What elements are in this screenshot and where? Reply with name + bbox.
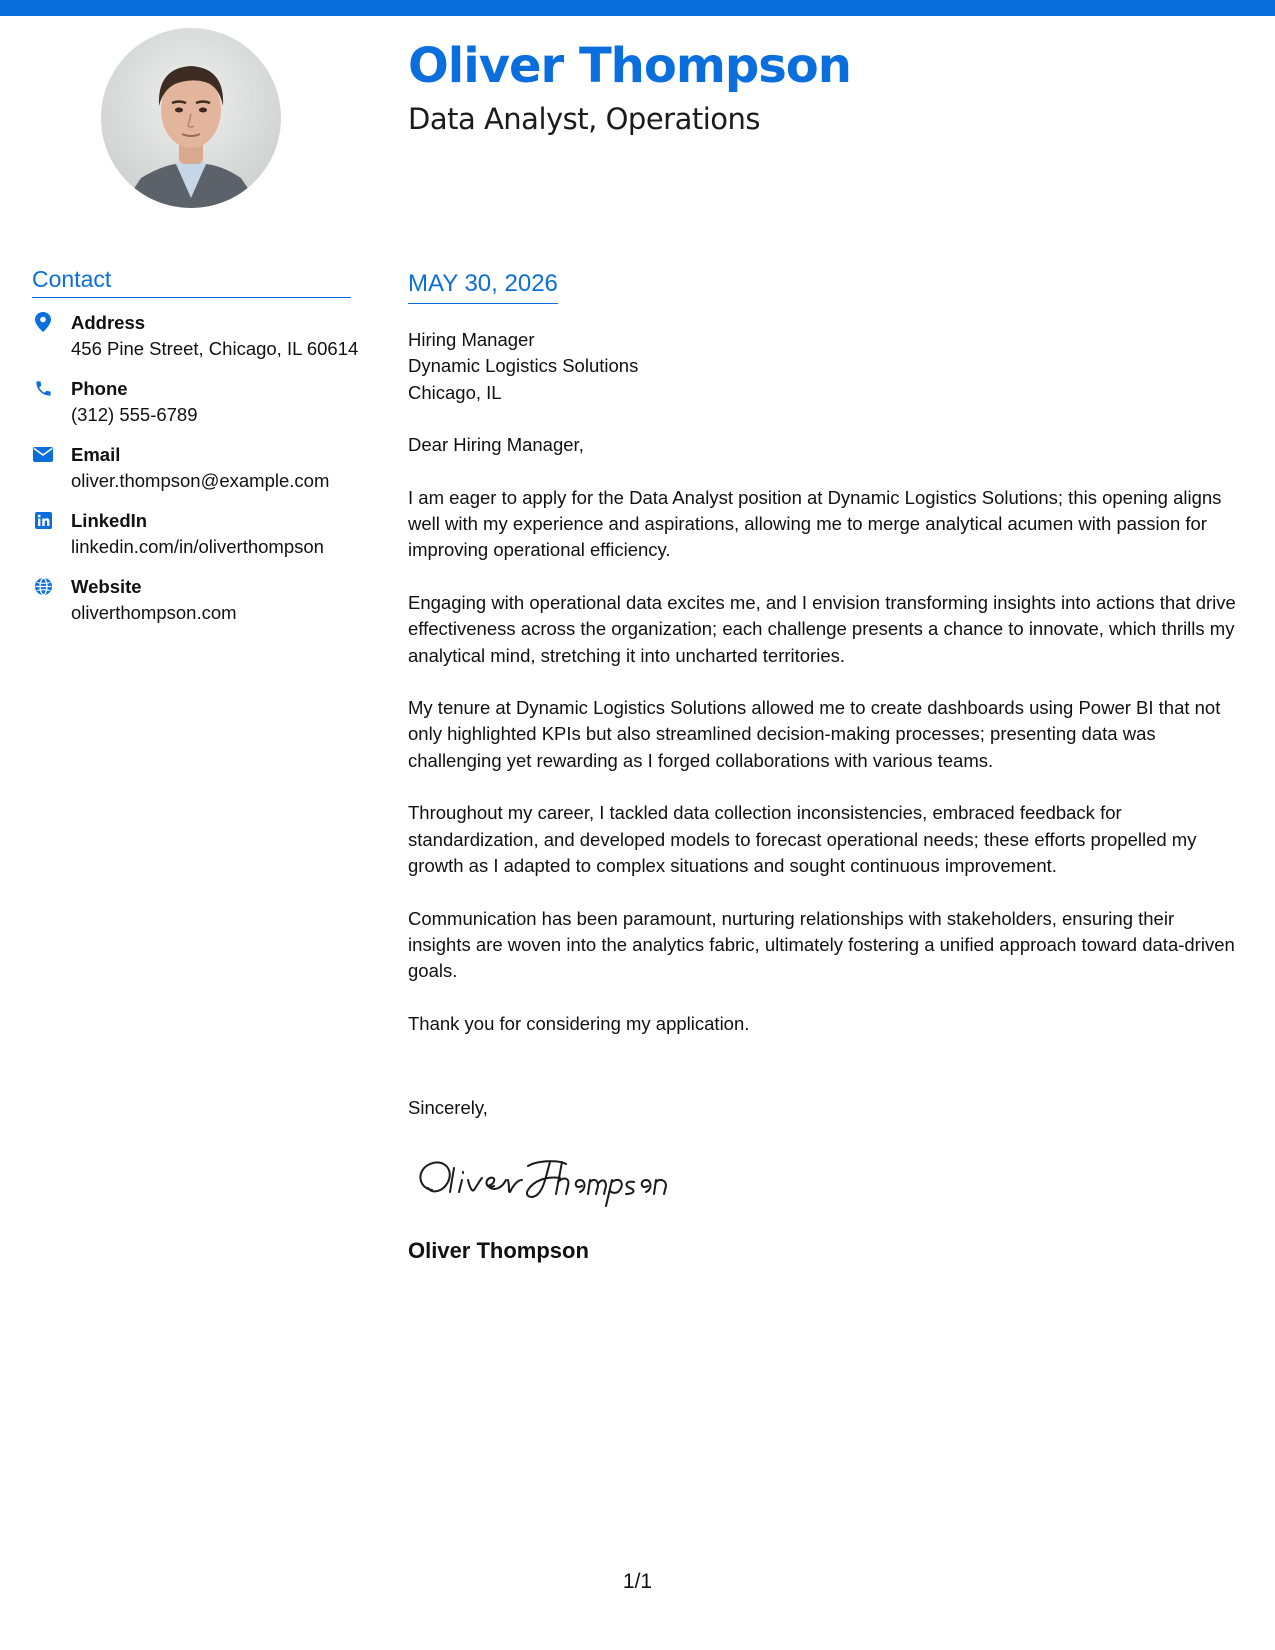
salutation: Dear Hiring Manager, [408,434,584,456]
contact-label: Address [71,312,146,333]
contact-heading: Contact [32,266,351,298]
applicant-name: Oliver Thompson [408,38,851,94]
contact-label: Email [71,444,121,465]
body-paragraph: I am eager to apply for the Data Analyst position at Dynamic Logistics Solutions; this opening aligns well with my experience and aspirations, allowing me to merge analytical acumen with passion for improving operational efficiency. [408,486,1222,561]
linkedin-icon [33,510,53,530]
letter-body [408,327,1238,1063]
contact-item-address [32,310,362,362]
contact-label: Phone [71,378,128,399]
signed-name: Oliver Thompson [408,1238,589,1263]
handwritten-signature [410,1150,670,1210]
job-title: Data Analyst, Operations [408,102,761,136]
body-paragraph: Throughout my career, I tackled data collection inconsistencies, embraced feedback for standardization, and developed models to forecast operational needs; these efforts propelled my growth as I adapted to complex situations and sought continuous improvement. [408,802,1197,877]
closing: Sincerely, [408,1097,488,1118]
recipient-line: Hiring Manager [408,329,535,350]
contact-item-website [32,574,362,626]
website-value[interactable]: oliverthompson.com [71,602,237,623]
globe-icon [33,576,53,596]
body-paragraph: Engaging with operational data excites me, and I envision transforming insights into actions that drive effectiveness across the organization; each challenge presents a chance to innovate, which thrills my analytical mind, stretching it into uncharted territories. [408,591,1236,666]
phone-value: (312) 555-6789 [71,404,198,425]
letter-date: MAY 30, 2026 [408,270,558,304]
email-icon [33,444,53,464]
body-paragraph: My tenure at Dynamic Logistics Solutions allowed me to create dashboards using Power BI that not only highlighted KPIs but also streamlined decision-making processes; presenting data was challenging yet rewarding as I forged collaborations with various teams. [408,697,1221,771]
address-value: 456 Pine Street, Chicago, IL 60614 [71,338,359,359]
email-value[interactable]: oliver.thompson@example.com [71,470,330,491]
contact-item-linkedin [32,508,362,560]
body-paragraph: Thank you for considering my application. [408,1012,750,1034]
contact-item-phone [32,376,362,428]
linkedin-value[interactable]: linkedin.com/in/oliverthompson [71,536,324,557]
contact-label: LinkedIn [71,510,148,531]
recipient-block [408,327,1238,406]
profile-photo [101,28,281,208]
recipient-line: Chicago, IL [408,381,502,403]
page-number: 1/1 [622,1570,653,1593]
phone-icon [33,378,53,398]
contact-list [32,310,362,640]
location-pin-icon [33,312,53,332]
contact-item-email [32,442,362,494]
contact-label: Website [71,576,142,597]
body-paragraph: Communication has been paramount, nurturing relationships with stakeholders, ensuring their insights are woven into the analytics fabric, ultimately fostering a unified approach toward data-driven goals. [408,907,1235,982]
recipient-line: Dynamic Logistics Solutions [408,355,639,377]
top-accent-bar [0,0,1275,16]
